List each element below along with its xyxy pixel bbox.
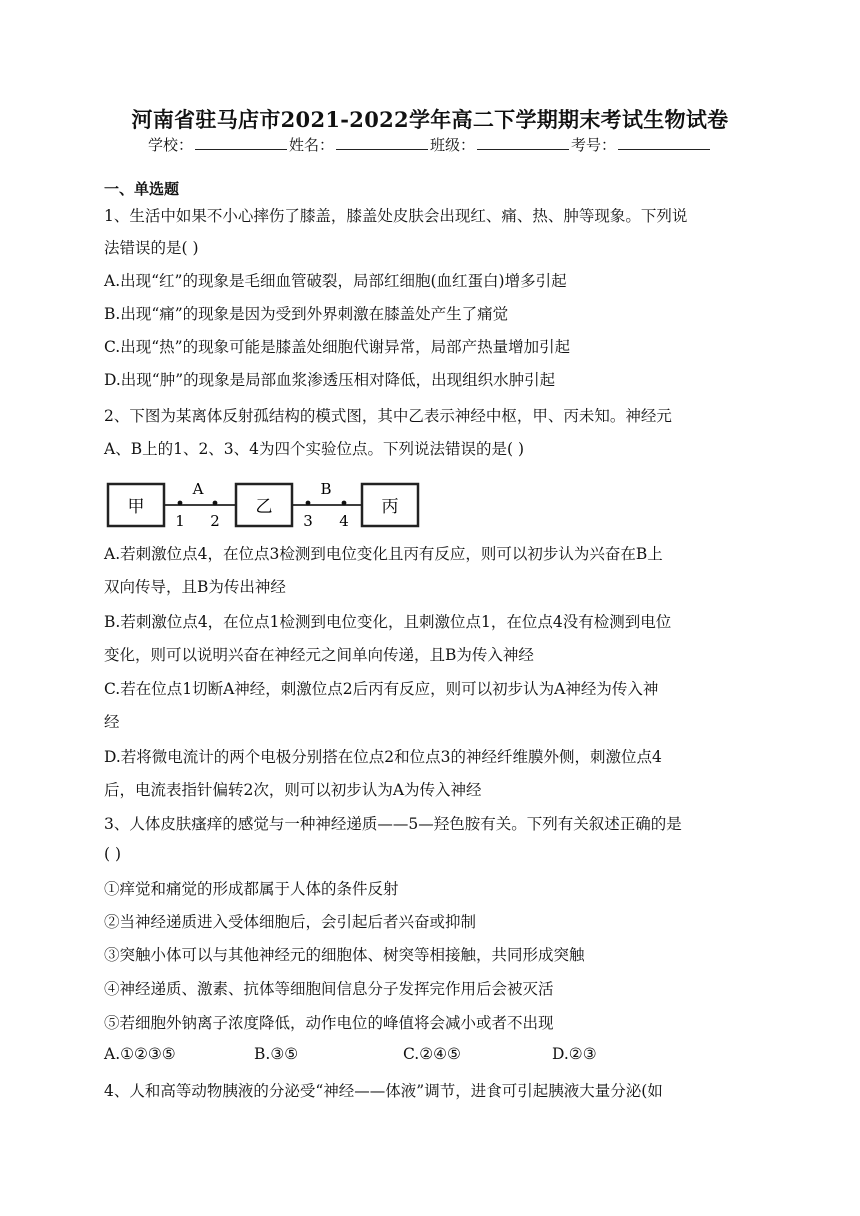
label-point-3: 3	[303, 512, 313, 530]
exam-no-label: 考号：	[571, 136, 617, 154]
q3-statement-3: ③突触小体可以与其他神经元的细胞体、树突等相接触，共同形成突触	[104, 946, 585, 964]
section-heading: 一、单选题	[104, 180, 180, 198]
q1-option-c: C.出现“热”的现象可能是膝盖处细胞代谢异常，局部产热量增加引起	[104, 338, 571, 356]
student-info-line	[0, 134, 860, 155]
q3-stem-line2: ( )	[104, 845, 122, 863]
school-label: 学校：	[147, 136, 193, 154]
q3-statement-4: ④神经递质、激素、抗体等细胞间信息分子发挥完作用后会被灭活	[104, 980, 554, 998]
q3-statement-1: ①痒觉和痛觉的形成都属于人体的条件反射	[104, 880, 399, 898]
q1-stem-line1: 1、生活中如果不小心摔伤了膝盖，膝盖处皮肤会出现红、痛、热、肿等现象。下列说	[104, 207, 688, 225]
q1-stem-line2: 法错误的是( )	[104, 239, 199, 257]
q3-option-b: B.③⑤	[254, 1045, 299, 1063]
q3-statement-5: ⑤若细胞外钠离子浓度降低，动作电位的峰值将会减小或者不出现	[104, 1014, 554, 1032]
q1-option-b: B.出现“痛”的现象是因为受到外界刺激在膝盖处产生了痛觉	[104, 305, 509, 323]
label-bing: 丙	[381, 497, 399, 517]
name-blank[interactable]	[336, 137, 428, 150]
q3-stem-line1: 3、人体皮肤瘙痒的感觉与一种神经递质——5—羟色胺有关。下列有关叙述正确的是	[104, 815, 682, 833]
q3-option-c: C.②④⑤	[403, 1045, 461, 1063]
q2-option-c-line1: C.若在位点1切断A神经，刺激位点2后丙有反应，则可以初步认为A神经为传入神	[104, 680, 659, 698]
q3-option-d: D.②③	[552, 1045, 597, 1063]
point-4-dot	[342, 501, 347, 506]
exam-title: 河南省驻马店市2021-2022学年高二下学期期末考试生物试卷	[131, 107, 729, 132]
q2-option-d-line2: 后，电流表指针偏转2次，则可以初步认为A为传入神经	[104, 781, 482, 799]
label-yi: 乙	[255, 497, 273, 517]
label-nerve-b: B	[320, 480, 332, 498]
reflex-arc-diagram	[100, 470, 430, 536]
label-point-2: 2	[210, 512, 220, 530]
class-blank[interactable]	[477, 137, 569, 150]
q2-option-d-line1: D.若将微电流计的两个电极分别搭在位点2和位点3的神经纤维膜外侧，刺激位点4	[104, 748, 662, 766]
label-point-1: 1	[175, 512, 185, 530]
q2-option-c-line2: 经	[104, 713, 120, 731]
name-label: 姓名：	[288, 136, 334, 154]
q3-statement-2: ②当神经递质进入受体细胞后，会引起后者兴奋或抑制	[104, 913, 477, 931]
label-jia: 甲	[127, 497, 145, 517]
label-point-4: 4	[339, 512, 349, 530]
point-3-dot	[306, 501, 311, 506]
q3-option-a: A.①②③⑤	[104, 1045, 176, 1063]
q4-stem-line1: 4、人和高等动物胰液的分泌受“神经——体液”调节，进食可引起胰液大量分泌(如	[104, 1082, 663, 1100]
q1-option-a: A.出现“红”的现象是毛细血管破裂，局部红细胞(血红蛋白)增多引起	[104, 272, 567, 290]
class-label: 班级：	[430, 136, 476, 154]
q2-stem-line2: A、B上的1、2、3、4为四个实验位点。下列说法错误的是( )	[104, 440, 525, 458]
q2-option-b-line2: 变化，则可以说明兴奋在神经元之间单向传递，且B为传入神经	[104, 646, 534, 664]
q2-option-a-line2: 双向传导，且B为传出神经	[104, 578, 286, 596]
exam-no-blank[interactable]	[618, 137, 710, 150]
school-blank[interactable]	[195, 137, 287, 150]
q2-stem-line1: 2、下图为某离体反射孤结构的模式图，其中乙表示神经中枢，甲、丙未知。神经元	[104, 407, 672, 425]
q2-option-a-line1: A.若刺激位点4，在位点3检测到电位变化且丙有反应，则可以初步认为兴奋在B上	[104, 545, 663, 563]
point-2-dot	[213, 501, 218, 506]
q2-option-b-line1: B.若刺激位点4，在位点1检测到电位变化，且刺激位点1，在位点4没有检测到电位	[104, 613, 672, 631]
point-1-dot	[178, 501, 183, 506]
q1-option-d: D.出现“肿”的现象是局部血浆渗透压相对降低，出现组织水肿引起	[104, 371, 556, 389]
label-nerve-a: A	[192, 480, 204, 498]
